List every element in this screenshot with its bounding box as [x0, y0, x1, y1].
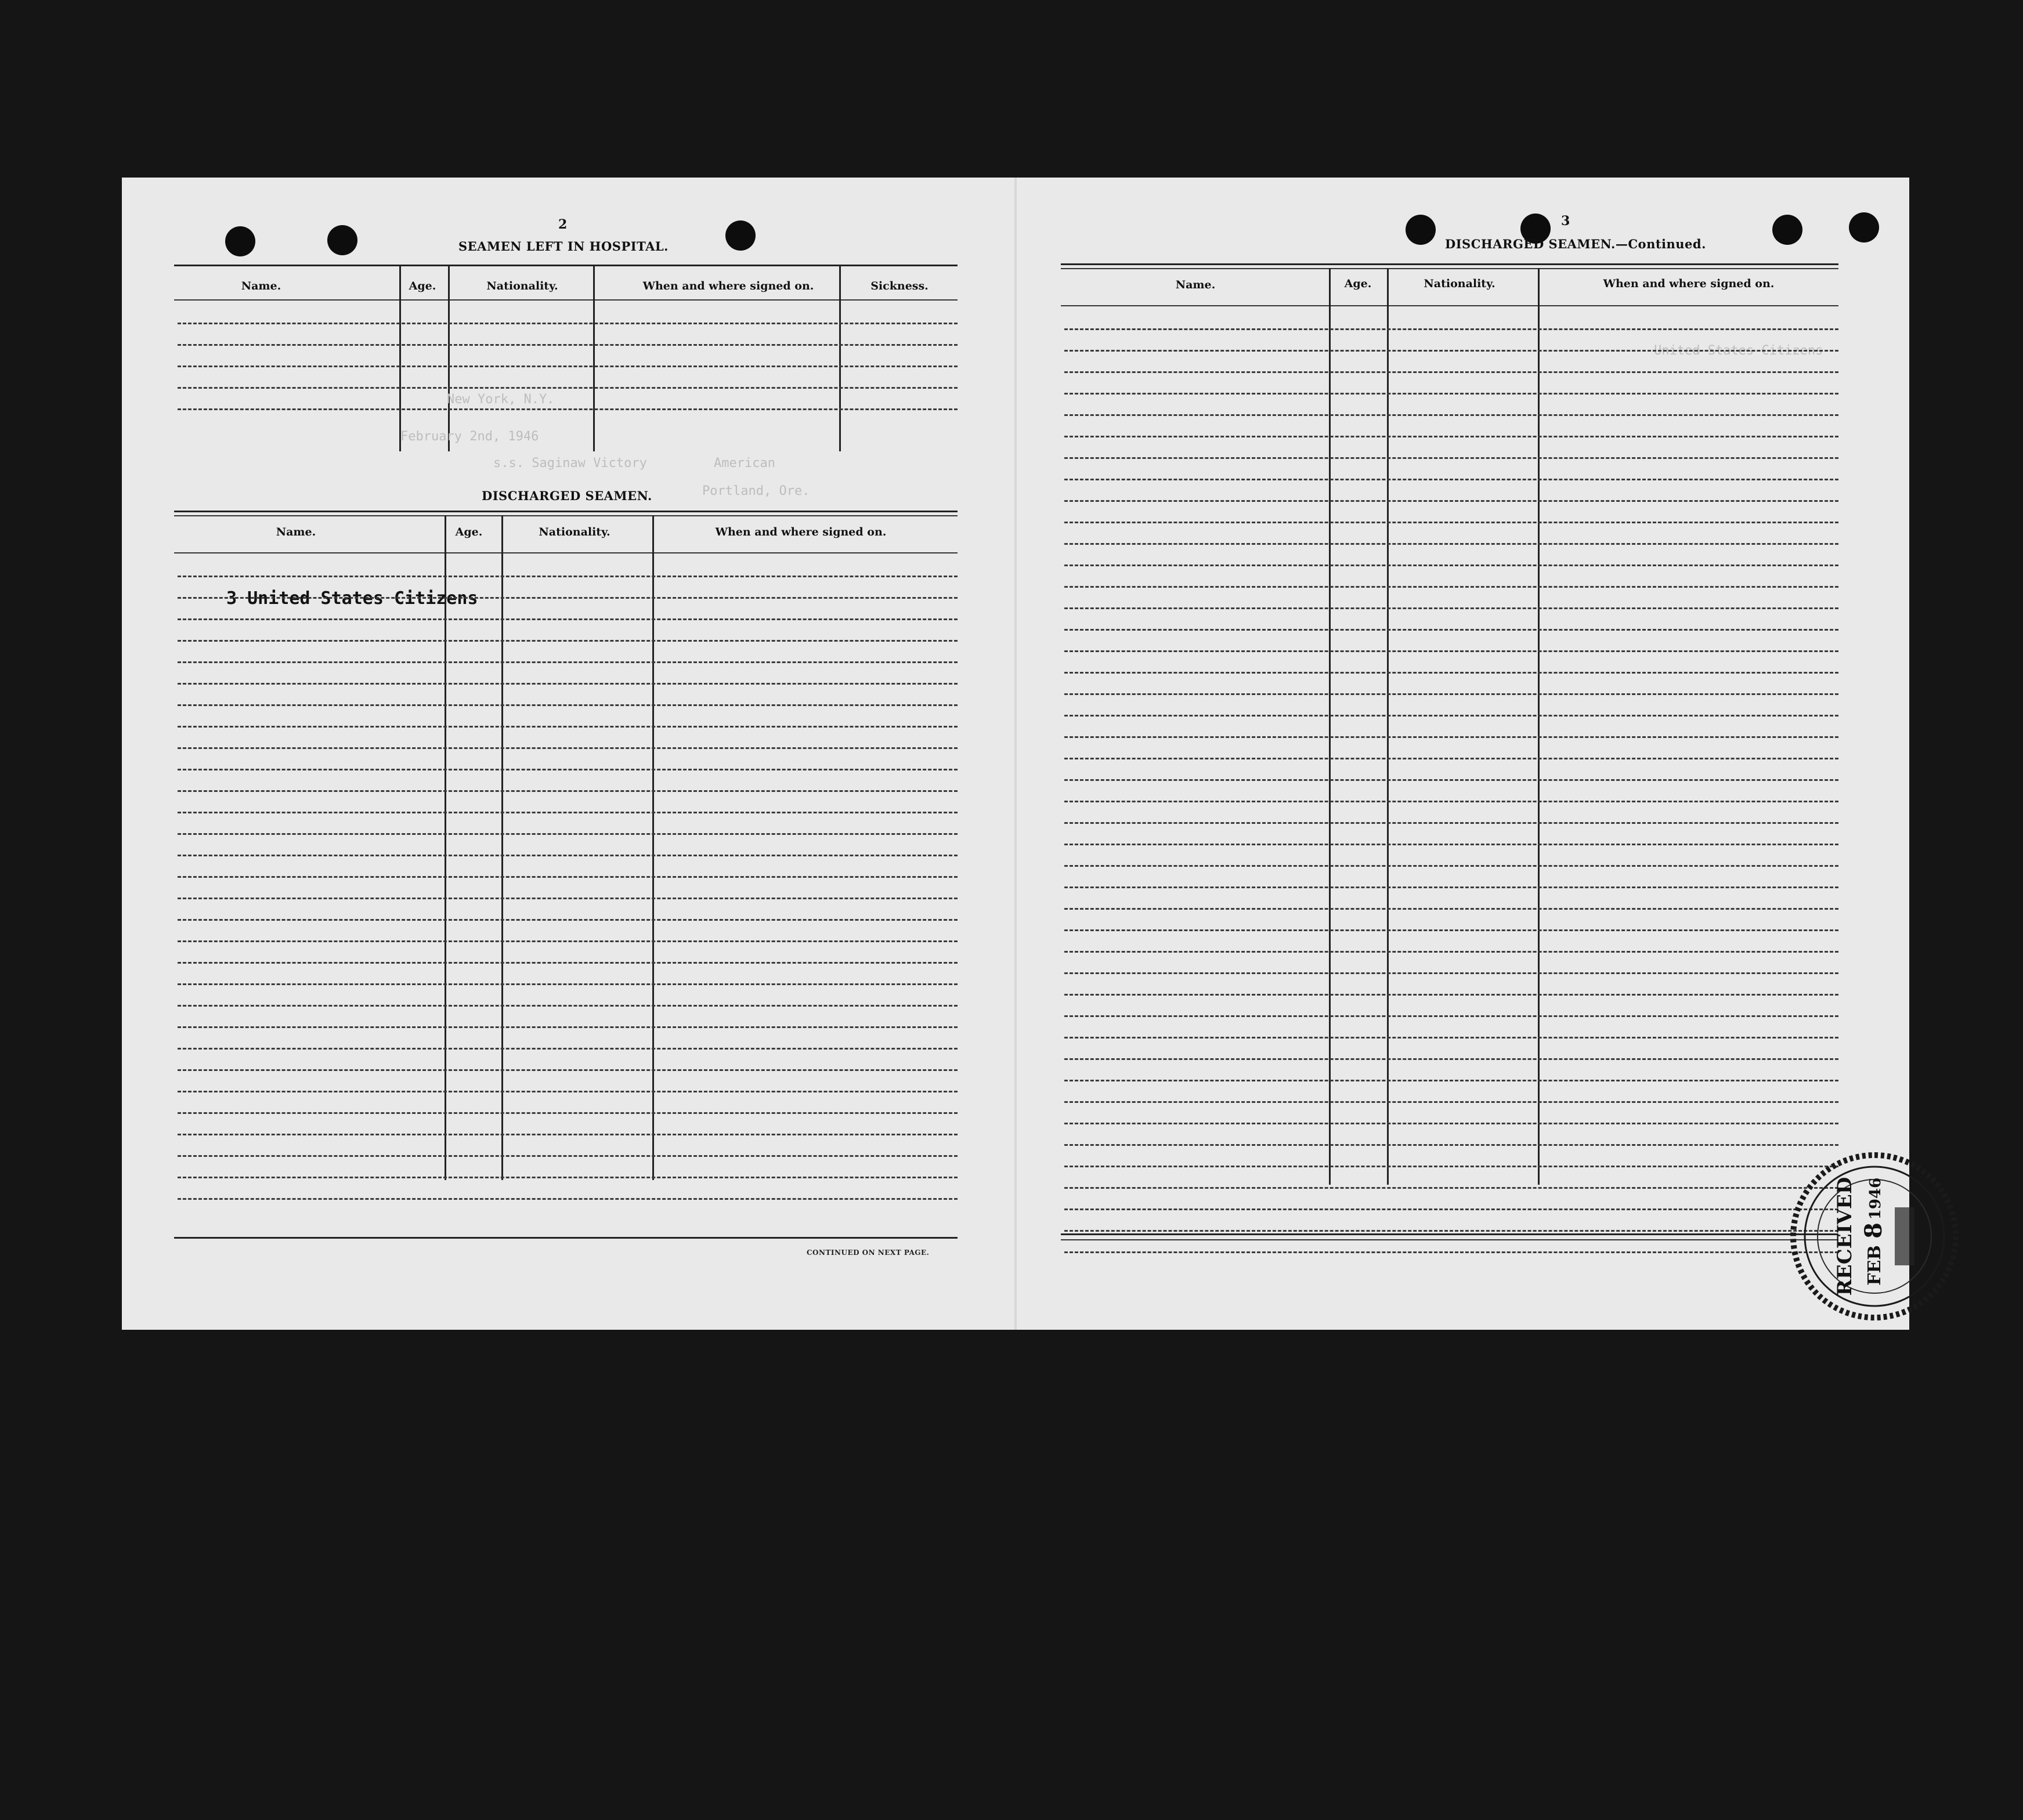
punch-hole: [1772, 215, 1802, 245]
stamp-year: 1946: [1867, 1177, 1884, 1220]
punch-hole: [1406, 215, 1436, 245]
column-header-age: Age.: [1344, 277, 1372, 290]
left-page: [122, 178, 1016, 1330]
column-header-signed-on: When and where signed on.: [1603, 277, 1775, 290]
column-header-signed-on: When and where signed on.: [642, 280, 814, 292]
continued-note: CONTINUED ON NEXT PAGE.: [807, 1249, 930, 1257]
discharged-continued-title: [1445, 237, 1706, 251]
stamp-day: 8: [1860, 1222, 1887, 1239]
table-top-rule: [174, 511, 958, 512]
table-bottom-rule-2: [1061, 1239, 1838, 1240]
discharged-section-title: DISCHARGED SEAMEN.: [482, 489, 652, 503]
show-through-entry: United States Citizens: [1654, 343, 1823, 358]
column-header-name: Name.: [241, 280, 281, 292]
discharged-entry: 3 United States Citizens: [226, 588, 478, 609]
show-through-flag: American: [714, 456, 775, 471]
table-top-rule-2: [174, 515, 958, 516]
table-bottom-rule: [1061, 1233, 1838, 1235]
punch-hole: [725, 220, 756, 251]
right-page: [1016, 178, 1909, 1330]
show-through-date: February 2nd, 1946: [400, 429, 539, 444]
column-header-nationality: Nationality.: [1424, 277, 1495, 290]
column-header-name: Name.: [276, 526, 316, 538]
punch-hole: [327, 225, 357, 255]
stamp-month: FEB: [1865, 1245, 1885, 1286]
column-header-nationality: Nationality.: [539, 526, 610, 538]
table-top-rule-2: [1061, 268, 1838, 269]
page-number: 3: [1561, 214, 1570, 229]
column-header-nationality: Nationality.: [486, 280, 558, 292]
document-sheet: [122, 178, 1909, 1330]
right-rows: [1064, 328, 1838, 1273]
table-top-rule: [1061, 263, 1838, 265]
punch-hole: [225, 226, 255, 256]
stamp-received: RECEIVED: [1833, 1177, 1856, 1296]
header-rule: [1061, 305, 1838, 306]
page-number: 2: [558, 217, 568, 232]
discharged-rows: [178, 576, 958, 1220]
column-header-age: Age.: [409, 280, 436, 292]
column-header-name: Name.: [1175, 278, 1216, 291]
punch-hole: [1849, 212, 1879, 243]
section-title-text: DISCHARGED SEAMEN.: [1445, 237, 1616, 251]
hospital-rows: [178, 323, 958, 430]
show-through-ship: s.s. Saginaw Victory: [493, 456, 647, 471]
hospital-section-title: SEAMEN LEFT IN HOSPITAL.: [458, 239, 669, 254]
column-header-sickness: Sickness.: [870, 280, 929, 292]
received-stamp: [1782, 1144, 1967, 1329]
table-bottom-rule: [174, 1237, 958, 1239]
show-through-port: New York, N.Y.: [447, 392, 555, 407]
header-rule: [174, 552, 958, 553]
column-header-signed-on: When and where signed on.: [715, 526, 887, 538]
show-through-from-port: Portland, Ore.: [702, 484, 810, 498]
column-header-age: Age.: [455, 526, 483, 538]
section-title-suffix: —Continued.: [1615, 237, 1706, 251]
